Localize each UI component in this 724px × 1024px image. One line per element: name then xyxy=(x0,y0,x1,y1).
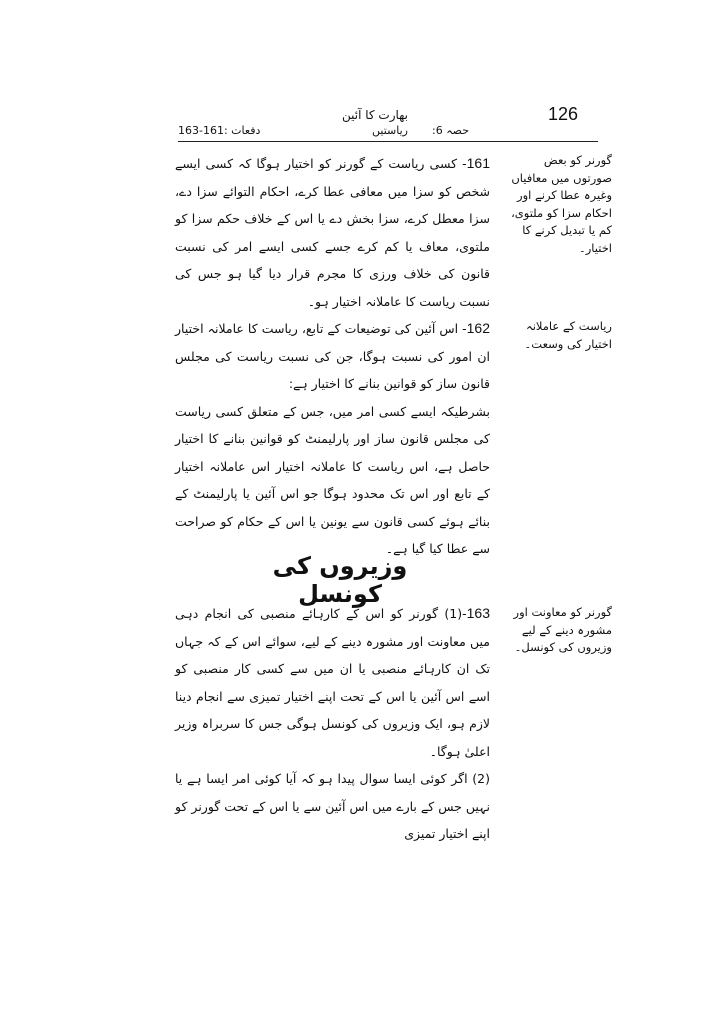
section-text: - اس آئین کی توضیعات کے تابع، ریاست کا عاملانہ اختیار ان امور کی نسبت ہوگا، جن کی نسبت ریاست کی مجلس قانون ساز کو قوانین بنانے کا اختیار ہے: xyxy=(175,321,490,391)
section-number: 163 xyxy=(466,605,490,621)
section-162 xyxy=(175,315,490,563)
margin-note-163: گورنر کو معاونت اور مشورہ دینے کے لیے وزیروں کی کونسل۔ xyxy=(513,605,612,654)
proviso-text: بشرطیکہ ایسے کسی امر میں، جس کے متعلق کسی ریاست کی مجلس قانون ساز اور پارلیمنٹ کو قوانین بنانے کا اختیار حاصل ہے، اس ریاست کا عاملانہ اختیار اس عاملانہ اختیار کے تابع اور اس تک محدود ہوگا جو اس آئین یا پارلیمنٹ کے بنائے ہوئے کسی قانون سے یونین یا اس کے حکام کو صراحت سے عطا کیا گیا ہے۔ xyxy=(175,403,490,556)
header-rule xyxy=(178,141,598,142)
article-range: دفعات :161-163 xyxy=(178,124,261,137)
section-text: - کسی ریاست کے گورنر کو اختیار ہوگا کہ کسی ایسے شخص کو سزا میں معافی عطا کرے، احکام التوائے سزا دے، سزا معطل کرے، سزا بخش دے یا اس کے خلاف حکم سزا کو ملتوی، معاف یا کم کرے جسے کسی ایسے امر کی نسبت قانون کی خلاف ورزی کا مجرم قرار دیا گیا ہو جس کی نسبت ریاست کا عاملانہ اختیار ہو۔ xyxy=(175,156,490,309)
page-number: 126 xyxy=(548,104,579,124)
section-161 xyxy=(175,150,490,315)
chapter-heading: وزیروں کی کونسل xyxy=(272,552,408,608)
running-subtitle: ریاستیں xyxy=(372,124,408,137)
clause-2-text: (2) اگر کوئی ایسا سوال پیدا ہو کہ آیا کوئی امر ایسا ہے یا نہیں جس کے بارے میں اس آئین سے یا اس کے تحت گورنر کو اپنے اختیار تمیزی xyxy=(175,771,490,841)
section-number: 161 xyxy=(466,155,490,171)
section-text: -(1) گورنر کو اس کے کارہائے منصبی کی انجام دہی میں معاونت اور مشورہ دینے کے لیے، سوائے اس کے کہ جہاں تک ان کارہائے منصبی یا ان میں سے کسی کار منصبی کو اسے اس آئین یا اس کے تحت اپنے اختیار تمیزی سے انجام دینا لازم ہو، ایک وزیروں کی کونسل ہوگی جس کا سربراہ وزیر اعلیٰ ہوگا۔ xyxy=(175,606,490,759)
section-163 xyxy=(175,600,490,848)
section-number: 162 xyxy=(466,320,490,336)
margin-note-161: گورنر کو بعض صورتوں میں معافیاں وغیرہ عطا کرنے اور احکام سزا کو ملتوی، کم یا تبدیل کرنے کا اختیار۔ xyxy=(511,153,612,255)
part-label: حصہ 6: xyxy=(432,124,469,137)
margin-note-162: ریاست کے عاملانہ اختیار کی وسعت۔ xyxy=(524,319,612,351)
running-title: بھارت کا آئین xyxy=(341,108,409,122)
